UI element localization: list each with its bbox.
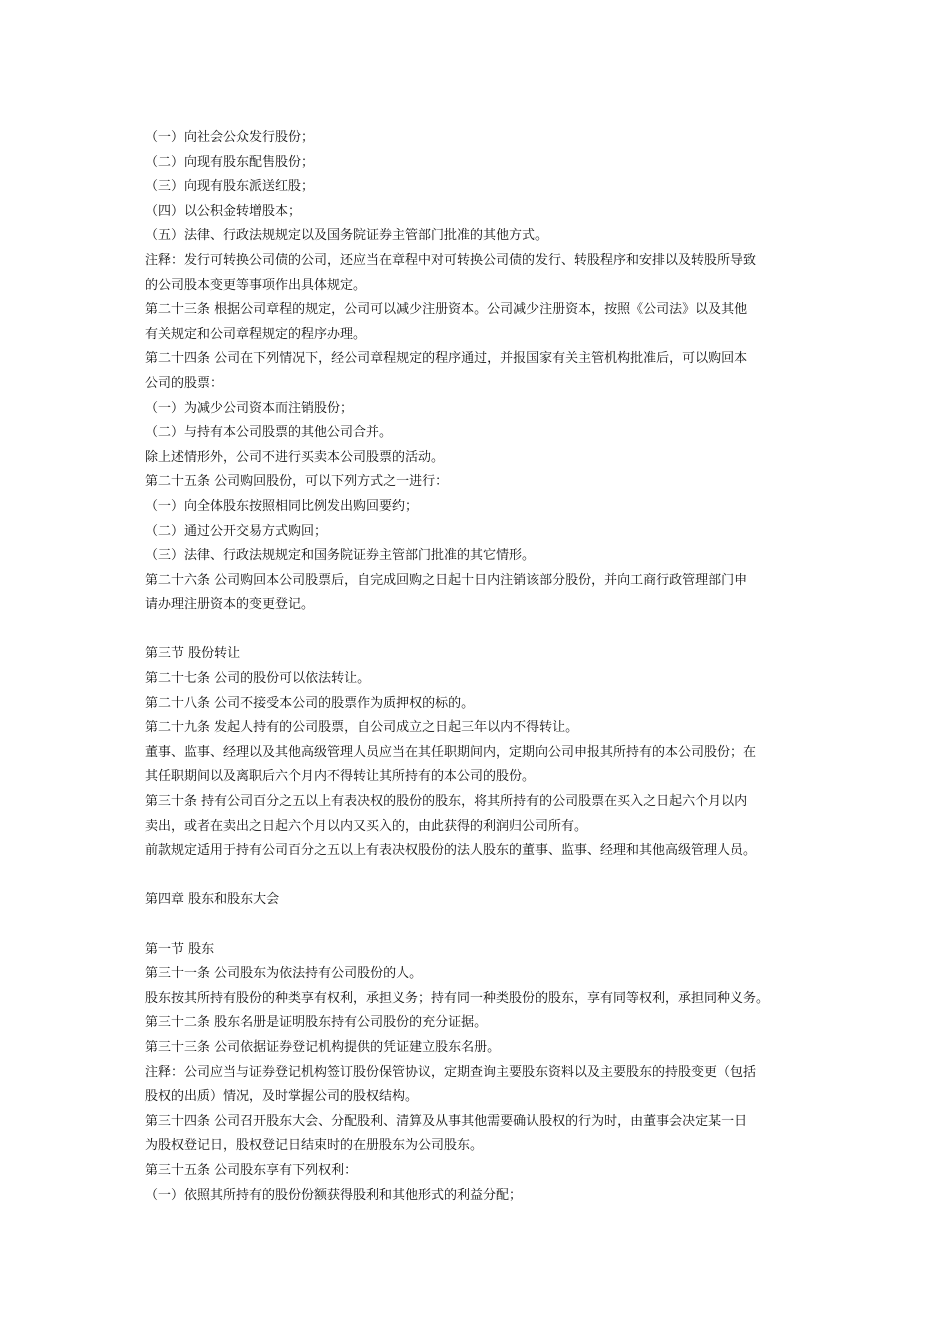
text-line: （一）为减少公司资本而注销股份； bbox=[145, 400, 354, 416]
text-line: （二）向现有股东配售股份； bbox=[145, 154, 315, 170]
text-line: 股权的出质）情况，及时掌握公司的股权结构。 bbox=[145, 1089, 419, 1105]
text-line: 有关规定和公司章程规定的程序办理。 bbox=[145, 326, 367, 342]
text-line: 注释：公司应当与证券登记机构签订股份保管协议，定期查询主要股东资料以及主要股东的持股变更（包括 bbox=[145, 1064, 757, 1080]
blank-line bbox=[145, 618, 845, 643]
text-line: 第二十六条 公司购回本公司股票后，自完成回购之日起十日内注销该部分股份，并向工商行政管理部门申 bbox=[145, 572, 748, 588]
text-line: （一）依照其所持有的股份份额获得股利和其他形式的利益分配； bbox=[145, 1187, 523, 1203]
text-line: （四）以公积金转增股本； bbox=[145, 203, 302, 219]
text-line: 请办理注册资本的变更登记。 bbox=[145, 597, 315, 613]
text-line: 注释：发行可转换公司债的公司，还应当在章程中对可转换公司债的发行、转股程序和安排以及转股所导致 bbox=[145, 252, 757, 268]
text-line: 股东按其所持有股份的种类享有权利，承担义务；持有同一种类股份的股东，享有同等权利，承担同种义务。 bbox=[145, 990, 770, 1006]
text-line: 第三十一条 公司股东为依法持有公司股份的人。 bbox=[145, 966, 423, 982]
text-line: 第二十五条 公司购回股份，可以下列方式之一进行： bbox=[145, 474, 449, 490]
text-line: 的公司股本变更等事项作出具体规定。 bbox=[145, 277, 367, 293]
text-line: 第三十三条 公司依据证券登记机构提供的凭证建立股东名册。 bbox=[145, 1039, 501, 1055]
text-line: 第二十九条 发起人持有的公司股票，自公司成立之日起三年以内不得转让。 bbox=[145, 720, 579, 736]
text-line: 第二十八条 公司不接受本公司的股票作为质押权的标的。 bbox=[145, 695, 475, 711]
text-line: 其任职期间以及离职后六个月内不得转让其所持有的本公司的股份。 bbox=[145, 769, 536, 785]
text-line: （二）与持有本公司股票的其他公司合并。 bbox=[145, 425, 393, 441]
text-line: （五）法律、行政法规规定以及国务院证券主管部门批准的其他方式。 bbox=[145, 228, 549, 244]
text-line: 第三十条 持有公司百分之五以上有表决权的股份的股东，将其所持有的公司股票在买入之日起六个月以内 bbox=[145, 794, 748, 810]
text-line: 第二十四条 公司在下列情况下，经公司章程规定的程序通过，并报国家有关主管机构批准后，可以购回本 bbox=[145, 351, 748, 367]
text-line: 第二十七条 公司的股份可以依法转让。 bbox=[145, 671, 371, 687]
text-line: （一）向社会公众发行股份； bbox=[145, 130, 315, 145]
blank-line bbox=[145, 913, 845, 938]
text-line: 第四章 股东和股东大会 bbox=[145, 892, 280, 908]
text-line: 董事、监事、经理以及其他高级管理人员应当在其任职期间内，定期向公司申报其所持有的本公司股份；在 bbox=[145, 744, 757, 760]
text-line: 除上述情形外，公司不进行买卖本公司股票的活动。 bbox=[145, 449, 445, 465]
text-line: （三）向现有股东派送红股； bbox=[145, 179, 315, 195]
text-line: 第三十二条 股东名册是证明股东持有公司股份的充分证据。 bbox=[145, 1015, 488, 1031]
text-line: （二）通过公开交易方式购回； bbox=[145, 523, 328, 539]
text-line: 卖出，或者在卖出之日起六个月以内又买入的，由此获得的利润归公司所有。 bbox=[145, 818, 588, 834]
text-line: 第三十五条 公司股东享有下列权利： bbox=[145, 1162, 358, 1178]
text-line: 第三十四条 公司召开股东大会、分配股利、清算及从事其他需要确认股权的行为时，由董事会决定某一日 bbox=[145, 1113, 748, 1129]
blank-line bbox=[145, 864, 845, 889]
text-line: 第三节 股份转让 bbox=[145, 646, 241, 662]
text-line: （三）法律、行政法规规定和国务院证券主管部门批准的其它情形。 bbox=[145, 548, 536, 564]
text-line: 公司的股票： bbox=[145, 375, 224, 391]
text-line: （一）向全体股东按照相同比例发出购回要约； bbox=[145, 498, 419, 514]
text-line: 第二十三条 根据公司章程的规定，公司可以减少注册资本。公司减少注册资本，按照《公司法》以及其他 bbox=[145, 302, 748, 318]
document-body bbox=[145, 126, 845, 1208]
text-line: 前款规定适用于持有公司百分之五以上有表决权股份的法人股东的董事、监事、经理和其他高级管理人员。 bbox=[145, 843, 757, 859]
text-line: 第一节 股东 bbox=[145, 941, 215, 957]
text-line: 为股权登记日，股权登记日结束时的在册股东为公司股东。 bbox=[145, 1138, 484, 1154]
